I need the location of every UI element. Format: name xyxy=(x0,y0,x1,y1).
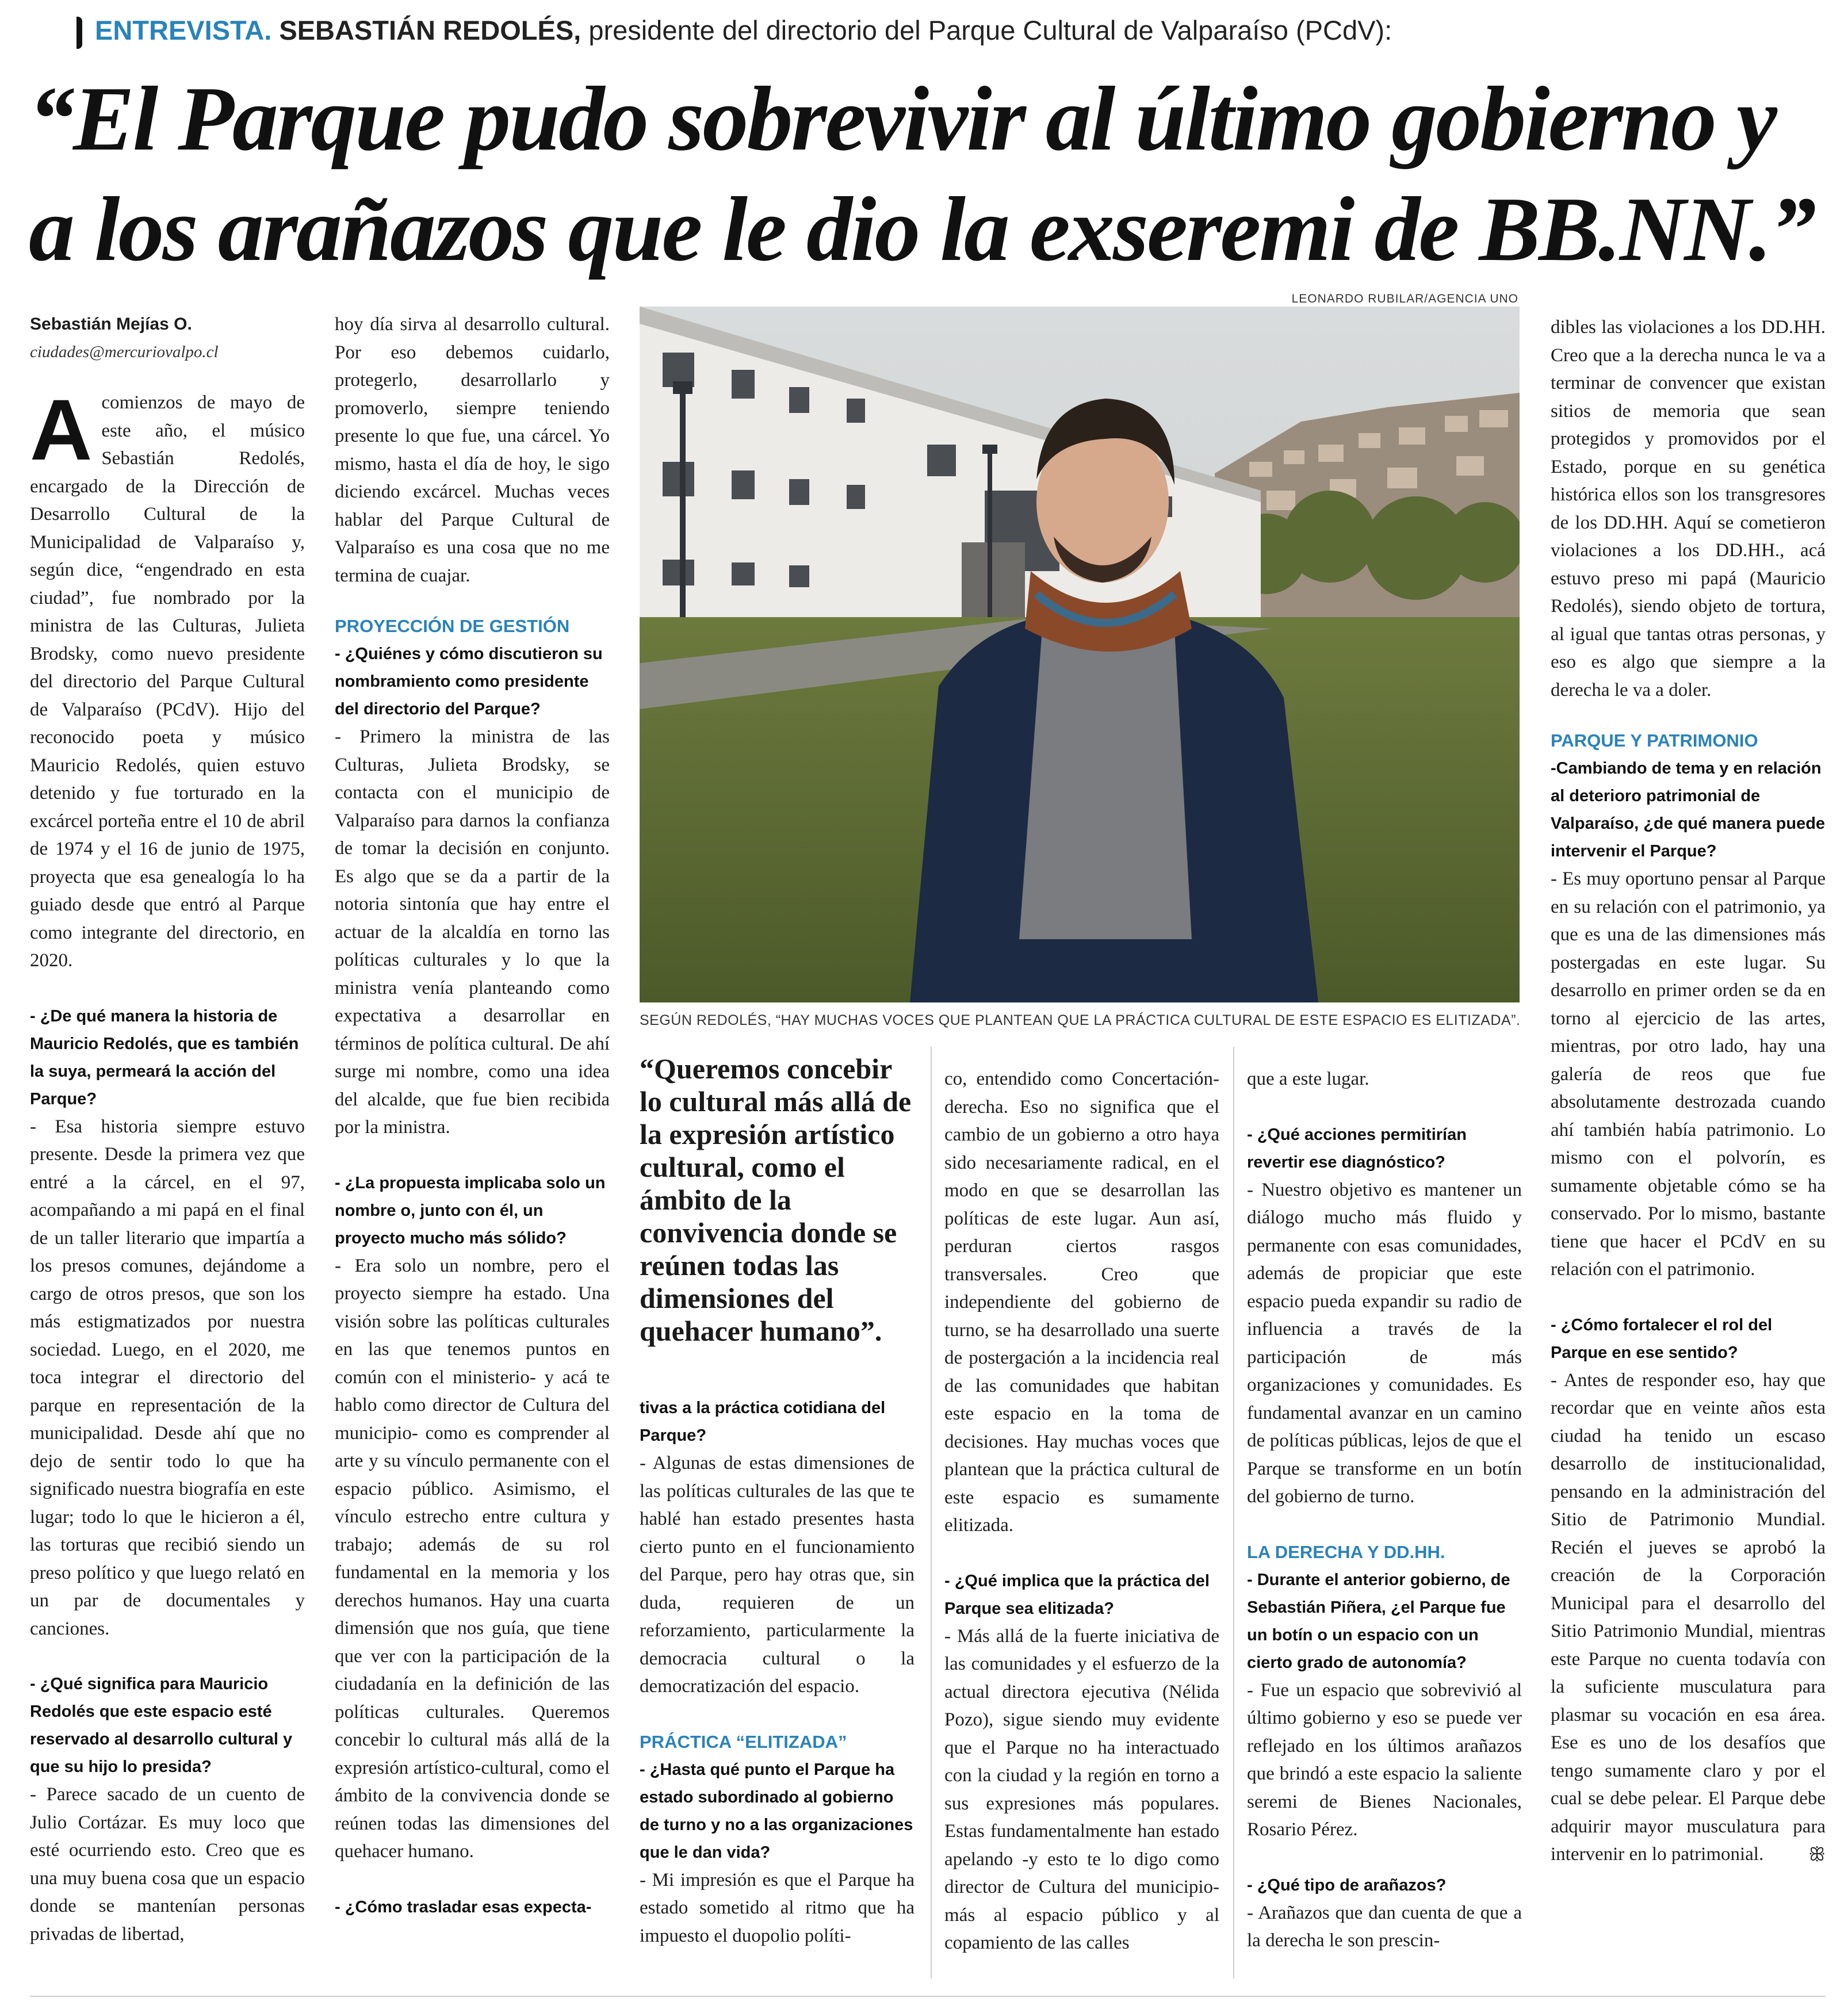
column-5 xyxy=(1247,1065,1522,1983)
section-heading: PROYECCIÓN DE GESTIÓN xyxy=(335,616,570,636)
portrait-photo xyxy=(640,307,1520,1002)
paragraph: co, entendido como Concertación-derecha. Eso no significa que el cambio de un gobierno a otro haya sido necesariamente radical, en el modo en que se desarrollan las políticas de este lugar. Aun así, perduran ciertos rasgos transversales. Creo que independiente del gobierno de turno, se ha desarrollado una suerte de postergación a la incidencia real de las comunidades que habitan este espacio en la toma de decisiones. Hay muchas voces que plantean que la práctica cultural de este espacio es sumamente elitizada. xyxy=(944,1069,1219,1536)
answer: - Es muy oportuno pensar al Parque en su relación con el patrimonio, ya que es una de las dimensiones más postergadas en este lugar. Su desarrollo en primer orden se da en torno al ejercicio de las artes, mientras, por otro lado, hay una galería de reos que fue absolutamente destrozada cuando ahí también había patrimonio. Lo mismo con el polvorín, es sumamente objetable cómo se ha conservado. Por lo mismo, bastante tiene que hacer el PCdV en su relación con el patrimonio. xyxy=(1551,868,1826,1280)
answer: - Era solo un nombre, pero el proyecto siempre ha estado. Una visión sobre las políticas culturales en las que tenemos puntos en común con el ministerio- y acá te hablo como director de Cultura del municipio- como es comprender al arte y su vínculo permanente con el espacio público. Asimismo, el vínculo estrecho entre cultura y trabajo; además de su rol fundamental en la memoria y los derechos humanos. Hay una cuarta dimensión que nos guía, que tiene que ver con la participación de la ciudadanía en la definición de las políticas culturales. Queremos concebir lo cultural más allá de la expresión artístico-cultural, como el ámbito de la convivencia donde se reúnen todas las dimensiones del quehacer humano. xyxy=(335,1255,610,1862)
paragraph: dibles las violaciones a los DD.HH. Creo que a la derecha nunca le va a terminar de convencer que existan sitios de memoria que sean protegidos y promovidos por el Estado, porque en su genética histórica ellos son los transgresores de los DD.HH. Aquí se cometieron violaciones a los DD.HH., acá estuvo preso mi papá (Mauricio Redolés), siendo objeto de tortura, al igual que tantas otras personas, y eso es algo que siempre a la derecha le va a doler. xyxy=(1551,317,1826,701)
answer-with-endmark xyxy=(1551,1367,1826,1869)
section-heading: LA DERECHA Y DD.HH. xyxy=(1247,1541,1445,1562)
answer: - Esa historia siempre estuvo presente. Desde la primera vez que entré a la cárcel, en el 97, acompañando a mi papá en el final de un taller literario que impartía a los presos comunes, dejándome a cargo de otros presos, que son los más estigmatizados por nuestra sociedad. Luego, en el 2020, me toca integrar el directorio del parque en representación de la municipalidad. Desde ahí que no dejo de sentir todo lo que ha significado nuestra biografía en este lugar; todo lo que le hicieron a él, las torturas que recibió siendo un preso político y que luego relató en un par de documentales y canciones. xyxy=(30,1116,305,1639)
section-heading: PARQUE Y PATRIMONIO xyxy=(1551,730,1758,751)
question: - ¿Hasta qué punto el Parque ha estado subordinado al gobierno de turno y no a las organizaciones que le dan vida? xyxy=(640,1760,913,1862)
answer: - Arañazos que dan cuenta de que a la derecha le son prescin- xyxy=(1247,1902,1522,1951)
photo-credit: LEONARDO RUBILAR/AGENCIA UNO xyxy=(1291,292,1518,305)
section-heading: PRÁCTICA “ELITIZADA” xyxy=(640,1731,847,1752)
question: - ¿Cómo trasladar esas expecta- xyxy=(335,1897,592,1916)
question: - ¿Qué acciones permitirían revertir ese diagnóstico? xyxy=(1247,1125,1467,1172)
question: - ¿Qué tipo de arañazos? xyxy=(1247,1876,1447,1895)
byline-email: ciudades@mercuriovalpo.cl xyxy=(30,343,219,361)
question: - ¿La propuesta implicaba solo un nombre o, junto con él, un proyecto mucho más sólido? xyxy=(335,1173,606,1247)
kicker-label: ENTREVISTA. xyxy=(95,15,272,45)
column-1 xyxy=(30,311,305,1948)
drop-cap: A xyxy=(30,381,93,478)
answer: - Antes de responder eso, hay que recordar que en veinte años esta ciudad ha tenido un escaso desarrollo de institucionalidad, pensando en la administración del Sitio de Patrimonio Mundial. Recién el jueves se aprobó la creación de la Corporación Municipal para el desarrollo del Sitio Patrimonio Mundial, mientras este Parque no cuenta todavía con la suficiente musculatura para plasmar su vocación en esa área. Ese es uno de los desafíos que tengo sumamente claro y por el cual se debe pelear. El Parque debe adquirir mayor musculatura para intervenir en lo patrimonial. xyxy=(1551,1369,1826,1865)
column-4 xyxy=(944,1065,1219,1985)
answer: - Primero la ministra de las Culturas, Julieta Brodsky, se contacta con el municipio de Valparaíso para darnos la confianza de tomar la decisión en conjunto. Es algo que se da a partir de la notoria sintonía que hay entre el actuar de la alcaldía en torno las políticas culturales y lo que la ministra venía planteando como expectativa a desarrollar en términos de política cultural. De ahí surge mi nombre, como una idea del alcalde, que fue bien recibida por la ministra. xyxy=(335,726,610,1138)
answer: - Más allá de la fuerte iniciativa de las comunidades y el esfuerzo de la actual directora ejecutiva (Nélida Pozo), sigue siendo muy evidente que el Parque no ha interactuado con la ciudad y la región en torno a sus expresiones más populares. Estas fundamentalmente han estado apelando -y esto te lo digo como director de Cultura del municipio- más al espacio público y al copamiento de las calles xyxy=(944,1625,1219,1953)
lead-text: comienzos de mayo de este año, el músico Sebastián Redolés, encargado de la Dirección de Desarrollo Cultural de la Municipalidad de Valparaíso y, según dice, “engendrado en esta ciudad”, fue nombrado por la ministra de las Culturas, Julieta Brodsky, como nuevo presidente del directorio del Parque Cultural de Valparaíso (PCdV). Hijo del reconocido poeta y músico Mauricio Redolés, quien estuvo detenido y fue torturado en la excárcel porteña entre el 10 de abril de 1974 y el 16 de junio de 1975, proyecta que esa genealogía lo ha guiado desde que entró al Parque como integrante del directorio, en 2020. xyxy=(30,392,305,971)
question: - ¿Cómo fortalecer el rol del Parque en ese sentido? xyxy=(1551,1315,1773,1362)
question: - ¿De qué manera la historia de Mauricio Redolés, que es también la suya, permeará la acción del Parque? xyxy=(30,1007,299,1108)
pull-quote: “Queremos concebir lo cultural más allá de la expresión artístico cultural, como el ámbito de la convivencia donde se reúnen todas las dimensiones del quehacer humano”. xyxy=(640,1053,912,1347)
question: -Cambiando de tema y en relación al deterioro patrimonial de Valparaíso, ¿de qué manera puede intervenir el Parque? xyxy=(1551,759,1826,860)
question: - ¿Quiénes y cómo discutieron su nombramiento como presidente del directorio del Parque? xyxy=(335,645,603,718)
question: - ¿Qué significa para Mauricio Redolés que este espacio esté reservado al desarrollo cultural y que su hijo lo presida? xyxy=(30,1675,293,1776)
answer: - Algunas de estas dimensiones de las políticas culturales de las que te hablé han estado presentes hasta cierto punto en el funcionamiento del Parque, pero hay otras que, sin duda, requieren de un reforzamiento, particularmente la democracia cultural o la democratización del espacio. xyxy=(640,1453,915,1697)
kicker xyxy=(76,10,1392,51)
column-6 xyxy=(1551,313,1826,1896)
answer: - Mi impresión es que el Parque ha estado sometido al ritmo que ha impuesto el duopolio políti- xyxy=(640,1869,915,1946)
photo-caption: SEGÚN REDOLÉS, “HAY MUCHAS VOCES QUE PLANTEAN QUE LA PRÁCTICA CULTURAL DE ESTE ESPACIO ES ELITIZADA”. xyxy=(640,1012,1521,1028)
column-divider xyxy=(931,1047,932,1978)
portrait-photo-illustration xyxy=(640,307,1520,1002)
headline xyxy=(29,63,1829,284)
bottom-rule xyxy=(30,1996,1826,1997)
byline-author: Sebastián Mejías O. xyxy=(30,315,192,334)
answer: - Parece sacado de un cuento de Julio Cortázar. Es muy loco que esté ocurriendo esto. Creo que es una muy buena cosa que un espacio donde se mantenían personas privadas de libertad, xyxy=(30,1784,305,1945)
question: - Durante el anterior gobierno, de Sebastián Piñera, ¿el Parque fue un botín o un espacio con un cierto grado de autonomía? xyxy=(1247,1570,1510,1672)
question: - ¿Qué implica que la práctica del Parque sea elitizada? xyxy=(944,1571,1210,1618)
lead-paragraph xyxy=(30,381,305,975)
question: tivas a la práctica cotidiana del Parque? xyxy=(640,1399,886,1445)
answer: - Fue un espacio que sobrevivió al último gobierno y eso se puede ver reflejado en los últimos arañazos que brindó a este espacio la saliente seremi de Bienes Nacionales, Rosario Pérez. xyxy=(1247,1679,1522,1840)
end-of-article-icon: ꕥ xyxy=(1808,1843,1826,1865)
answer: - Nuestro objetivo es mantener un diálogo mucho más fluido y permanente con esas comunidades, además de propiciar que este espacio pueda expandir su radio de influencia a través de la participación de más organizaciones y comunidades. Es fundamental avanzar en un camino de políticas públicas, lejos de que el Parque se transforme en un botín del gobierno de turno. xyxy=(1247,1179,1522,1507)
column-3 xyxy=(640,1394,915,1977)
paragraph: hoy día sirva al desarrollo cultural. Por eso debemos cuidarlo, protegerlo, desarrollarlo y promoverlo, siempre teniendo presente lo que fue, una cárcel. Yo mismo, hasta el día de hoy, le sigo diciendo excárcel. Muchas veces hablar del Parque Cultural de Valparaíso es una cosa que no me termina de cuajar. xyxy=(335,314,610,586)
headline-line-1: “El Parque pudo sobrevivir al último gobierno y xyxy=(29,67,1776,170)
column-2 xyxy=(335,311,610,1921)
kicker-role: presidente del directorio del Parque Cultural de Valparaíso (PCdV): xyxy=(588,15,1392,45)
kicker-name: SEBASTIÁN REDOLÉS, xyxy=(279,15,581,45)
headline-line-2: a los arañazos que le dio la exseremi de BB.NN.” xyxy=(29,178,1815,280)
column-divider xyxy=(1233,1047,1234,1978)
kicker-bar xyxy=(76,17,82,49)
paragraph: que a este lugar. xyxy=(1247,1069,1369,1089)
